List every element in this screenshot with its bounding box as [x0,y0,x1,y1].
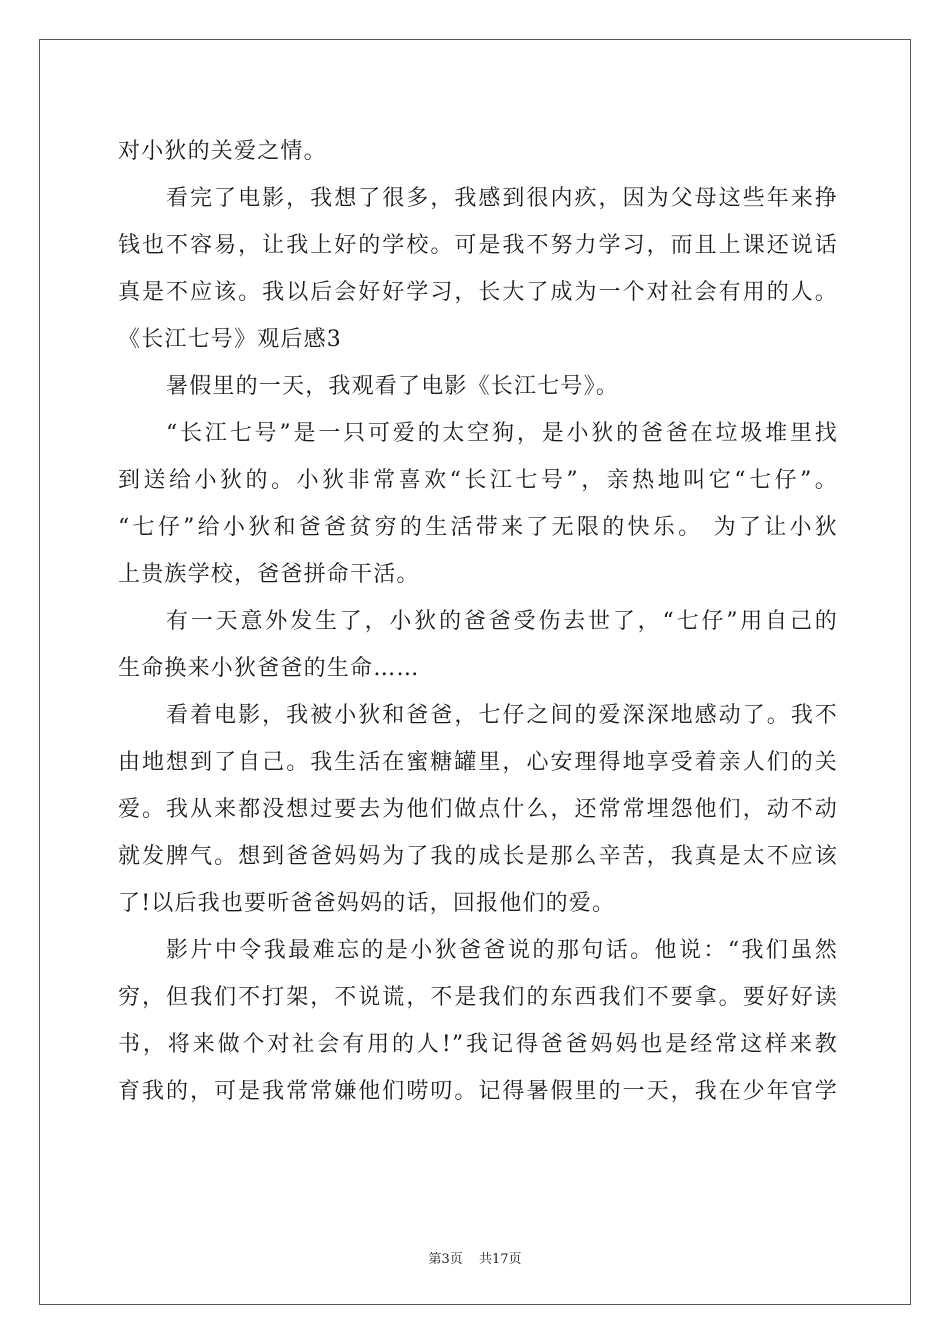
text-line: 对小狄的关爱之情。 [118,139,327,164]
document-body [118,128,838,1115]
text-line: 看着电影，我被小狄和爸爸，七仔之间的爱深深地感动了。我不 [166,703,838,728]
text-line: 暑假里的一天，我观看了电影《长江七号》。 [166,374,620,399]
page-footer [0,1248,950,1267]
text-line: 书，将来做个对社会有用的人!”我记得爸爸妈妈也是经常这样来教 [118,1032,838,1057]
text-line: 了!以后我也要听爸爸妈妈的话，回报他们的爱。 [118,891,616,916]
section-heading: 《长江七号》观后感3 [118,327,342,352]
text-line: 影片中令我最难忘的是小狄爸爸说的那句话。他说：“我们虽然 [166,938,838,963]
text-line: “长江七号”是一只可爱的太空狗，是小狄的爸爸在垃圾堆里找 [166,421,838,446]
page-total: 共17页 [478,1252,522,1267]
text-line: 有一天意外发生了，小狄的爸爸受伤去世了，“七仔”用自己的 [166,609,838,634]
text-line: 到送给小狄的。小狄非常喜欢“长江七号”，亲热地叫它“七仔”。 [118,468,838,493]
text-line: 由地想到了自己。我生活在蜜糖罐里，心安理得地享受着亲人们的关 [118,750,838,775]
text-line: 穷，但我们不打架，不说谎，不是我们的东西我们不要拿。要好好读 [118,985,838,1010]
text-line: 钱也不容易，让我上好的学校。可是我不努力学习，而且上课还说话 [118,233,838,258]
text-line: 真是不应该。我以后会好好学习，长大了成为一个对社会有用的人。 [118,280,838,305]
text-line: 就发脾气。想到爸爸妈妈为了我的成长是那么辛苦，我真是太不应该 [118,844,838,869]
text-line: “七仔”给小狄和爸爸贫穷的生活带来了无限的快乐。 为了让小狄 [118,515,838,540]
text-line: 生命换来小狄爸爸的生命…… [118,656,420,681]
text-line: 上贵族学校，爸爸拼命干活。 [118,562,420,587]
page-number: 第3页 [428,1252,463,1267]
text-line: 育我的，可是我常常嫌他们唠叨。记得暑假里的一天，我在少年官学 [118,1079,838,1104]
text-line: 爱。我从来都没想过要去为他们做点什么，还常常埋怨他们，动不动 [118,797,838,822]
text-line: 看完了电影，我想了很多，我感到很内疚，因为父母这些年来挣 [166,186,838,211]
